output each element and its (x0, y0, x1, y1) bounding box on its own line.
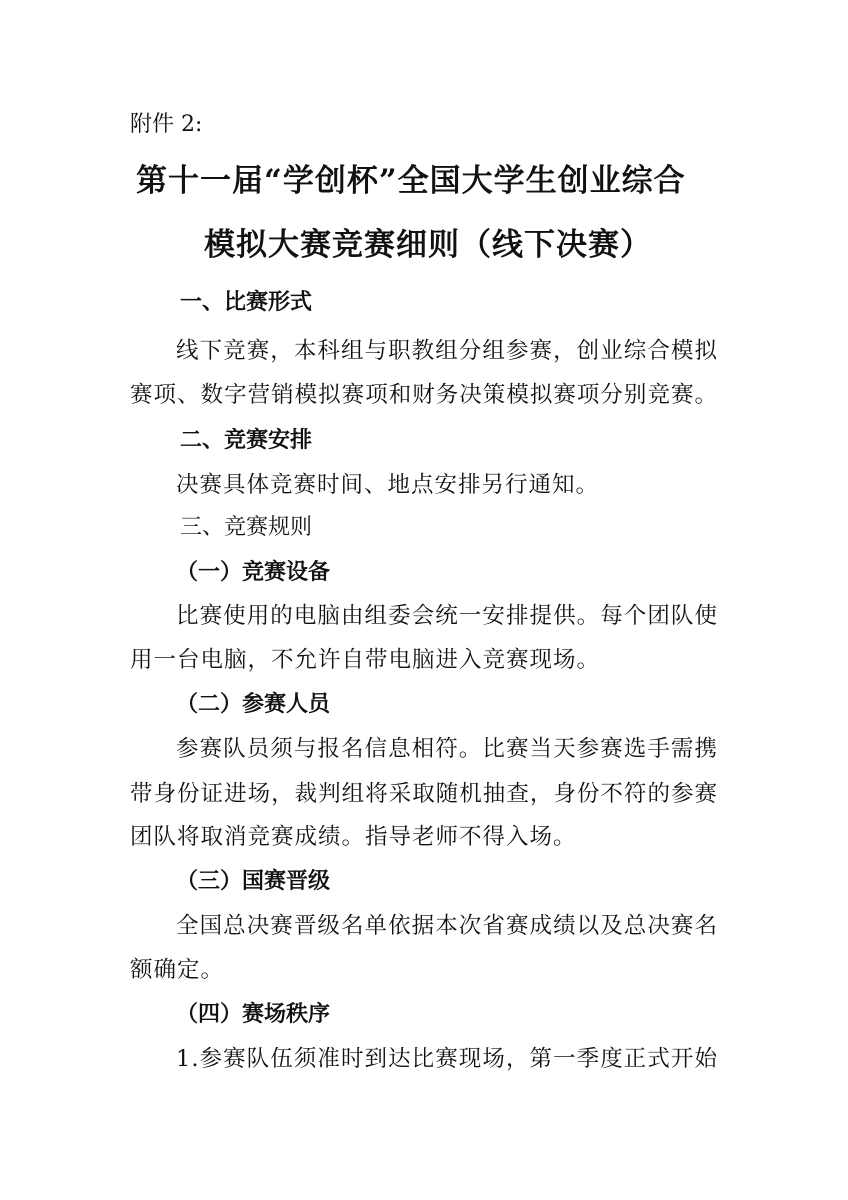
paragraph-line: 额确定。 (130, 957, 225, 983)
document-title-line-1: 第十一届“学创杯”全国大学生创业综合 (136, 163, 686, 199)
paragraph-line: 团队将取消竞赛成绩。指导老师不得入场。 (130, 824, 577, 850)
paragraph-line: 带身份证进场，裁判组将采取随机抽查，身份不符的参赛 (130, 781, 718, 807)
subsection-heading-promotion: （三）国赛晋级 (176, 869, 331, 894)
paragraph-line: 赛项、数字营销模拟赛项和财务决策模拟赛项分别竞赛。 (130, 382, 718, 408)
section-heading-format: 一、比赛形式 (180, 290, 313, 315)
document-title-line-2: 模拟大赛竞赛细则（线下决赛） (204, 227, 652, 263)
section-heading-arrangement: 二、竞赛安排 (180, 428, 313, 453)
paragraph-line: 比赛使用的电脑由组委会统一安排提供。每个团队使 (176, 603, 718, 629)
subsection-heading-equipment: （一）竞赛设备 (176, 560, 331, 585)
paragraph-line: 线下竞赛，本科组与职教组分组参赛，创业综合模拟 (176, 338, 718, 364)
paragraph-line: 参赛队员须与报名信息相符。比赛当天参赛选手需携 (176, 736, 718, 762)
paragraph-line: 决赛具体竞赛时间、地点安排另行通知。 (176, 472, 600, 498)
section-heading-rules: 三、竞赛规则 (180, 515, 313, 540)
paragraph-line: 全国总决赛晋级名单依据本次省赛成绩以及总决赛名 (176, 913, 718, 939)
subsection-heading-order: （四）赛场秩序 (176, 1002, 331, 1027)
paragraph-line: 用一台电脑，不允许自带电脑进入竞赛现场。 (130, 647, 601, 673)
paragraph-line: 1.参赛队伍须准时到达比赛现场，第一季度正式开始 (176, 1046, 718, 1072)
attachment-label: 附件 2: (130, 112, 203, 137)
subsection-heading-participants: （二）参赛人员 (176, 692, 331, 717)
